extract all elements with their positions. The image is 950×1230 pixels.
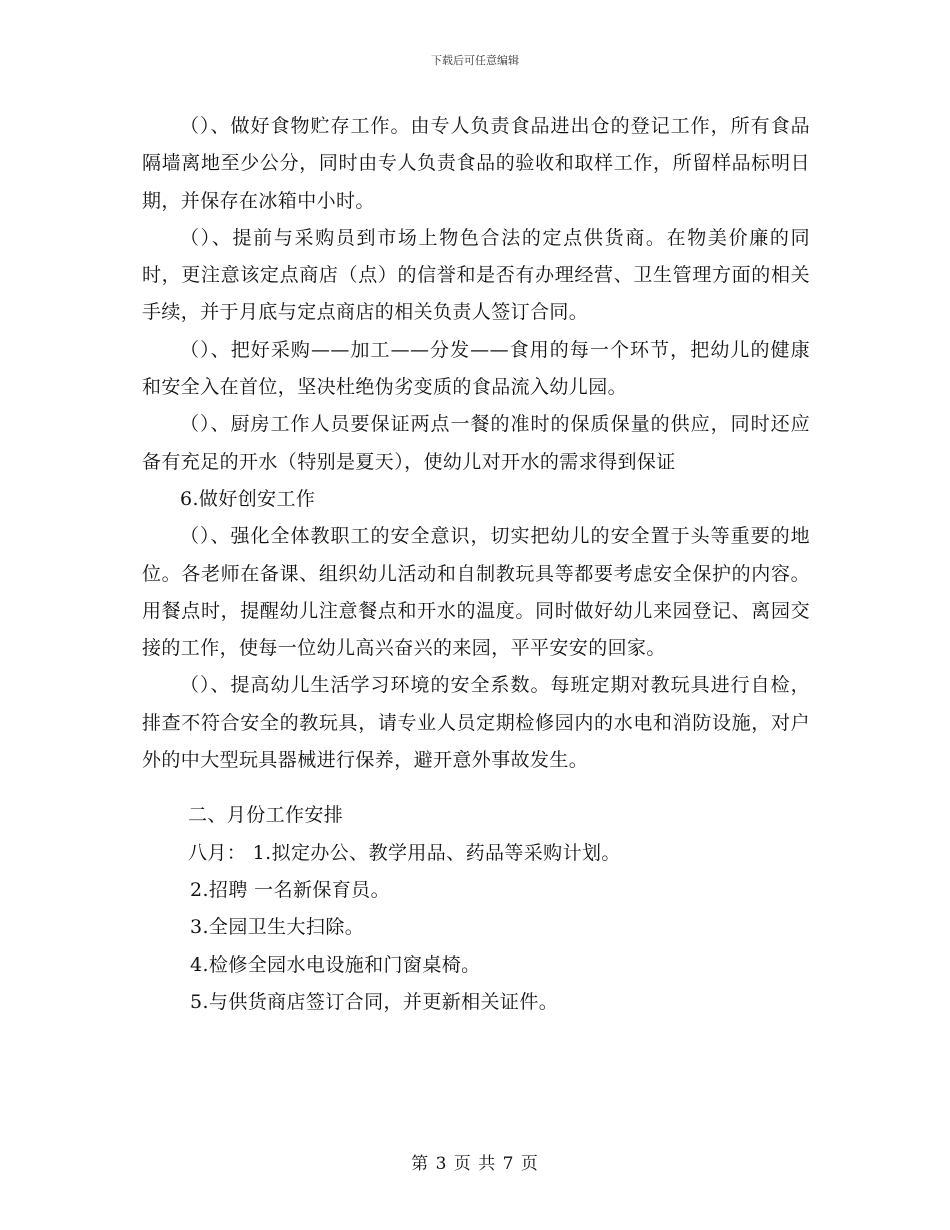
plan-item-2: 2.招聘 一名新保育员。 bbox=[190, 878, 390, 901]
paragraph-kitchen-staff: （）、厨房工作人员要保证两点一餐的准时的保质保量的供应，同时还应备有充足的开水（特别是夏天），使幼儿对开水的需求得到保证 bbox=[142, 413, 810, 473]
paragraph-food-storage: （）、做好食物贮存工作。由专人负责食品进出仓的登记工作，所有食品隔墙离地至少公分，同时由专人负责食品的验收和取样工作，所留样品标明日期，并保存在冰箱中小时。 bbox=[142, 115, 810, 212]
plan-item-5: 5.与供货商店签订合同，并更新相关证件。 bbox=[190, 990, 559, 1013]
plan-item-3: 3.全园卫生大扫除。 bbox=[190, 916, 365, 939]
month-plan-august: 八月： 1.拟定办公、教学用品、药品等采购计划。 bbox=[188, 841, 621, 864]
section-spacer bbox=[142, 779, 810, 797]
section-2-title: 二、月份工作安排 bbox=[188, 804, 344, 827]
document-body bbox=[142, 108, 810, 1021]
plan-item-4: 4.检修全园水电设施和门窗桌椅。 bbox=[190, 953, 481, 976]
paragraph-safety-environment: （）、提高幼儿生活学习环境的安全系数。每班定期对教玩具进行自检，排查不符合安全的教玩具，请专业人员定期检修园内的水电和消防设施，对户外的中大型玩具器械进行保养，避开意外事故发生。 bbox=[142, 674, 810, 772]
paragraph-purchase-chain: （）、把好采购——加工——分发——食用的每一个环节，把幼儿的健康和安全入在首位，坚决杜绝伪劣变质的食品流入幼儿园。 bbox=[142, 338, 810, 399]
paragraph-safety-awareness: （）、强化全体教职工的安全意识，切实把幼儿的安全置于头等重要的地位。各老师在备课、组织幼儿活动和自制教玩具等都要考虑安全保护的内容。用餐点时，提醒幼儿注意餐点和开水的温度。同时做好幼儿来园登记、离园交接的工作，使每一位幼儿高兴奋兴的来园，平平安安的回家。 bbox=[142, 525, 810, 660]
paragraph-supplier: （）、提前与采购员到市场上物色合法的定点供货商。在物美价廉的同时，更注意该定点商店（点）的信誉和是否有办理经营、卫生管理方面的相关手续，并于月底与定点商店的相关负责人签订合同。 bbox=[142, 226, 810, 324]
section-6-title: 6.做好创安工作 bbox=[180, 487, 316, 510]
header-note: 下载后可任意编辑 bbox=[431, 54, 519, 67]
page-number: 第 3 页 共 7 页 bbox=[411, 1154, 539, 1174]
